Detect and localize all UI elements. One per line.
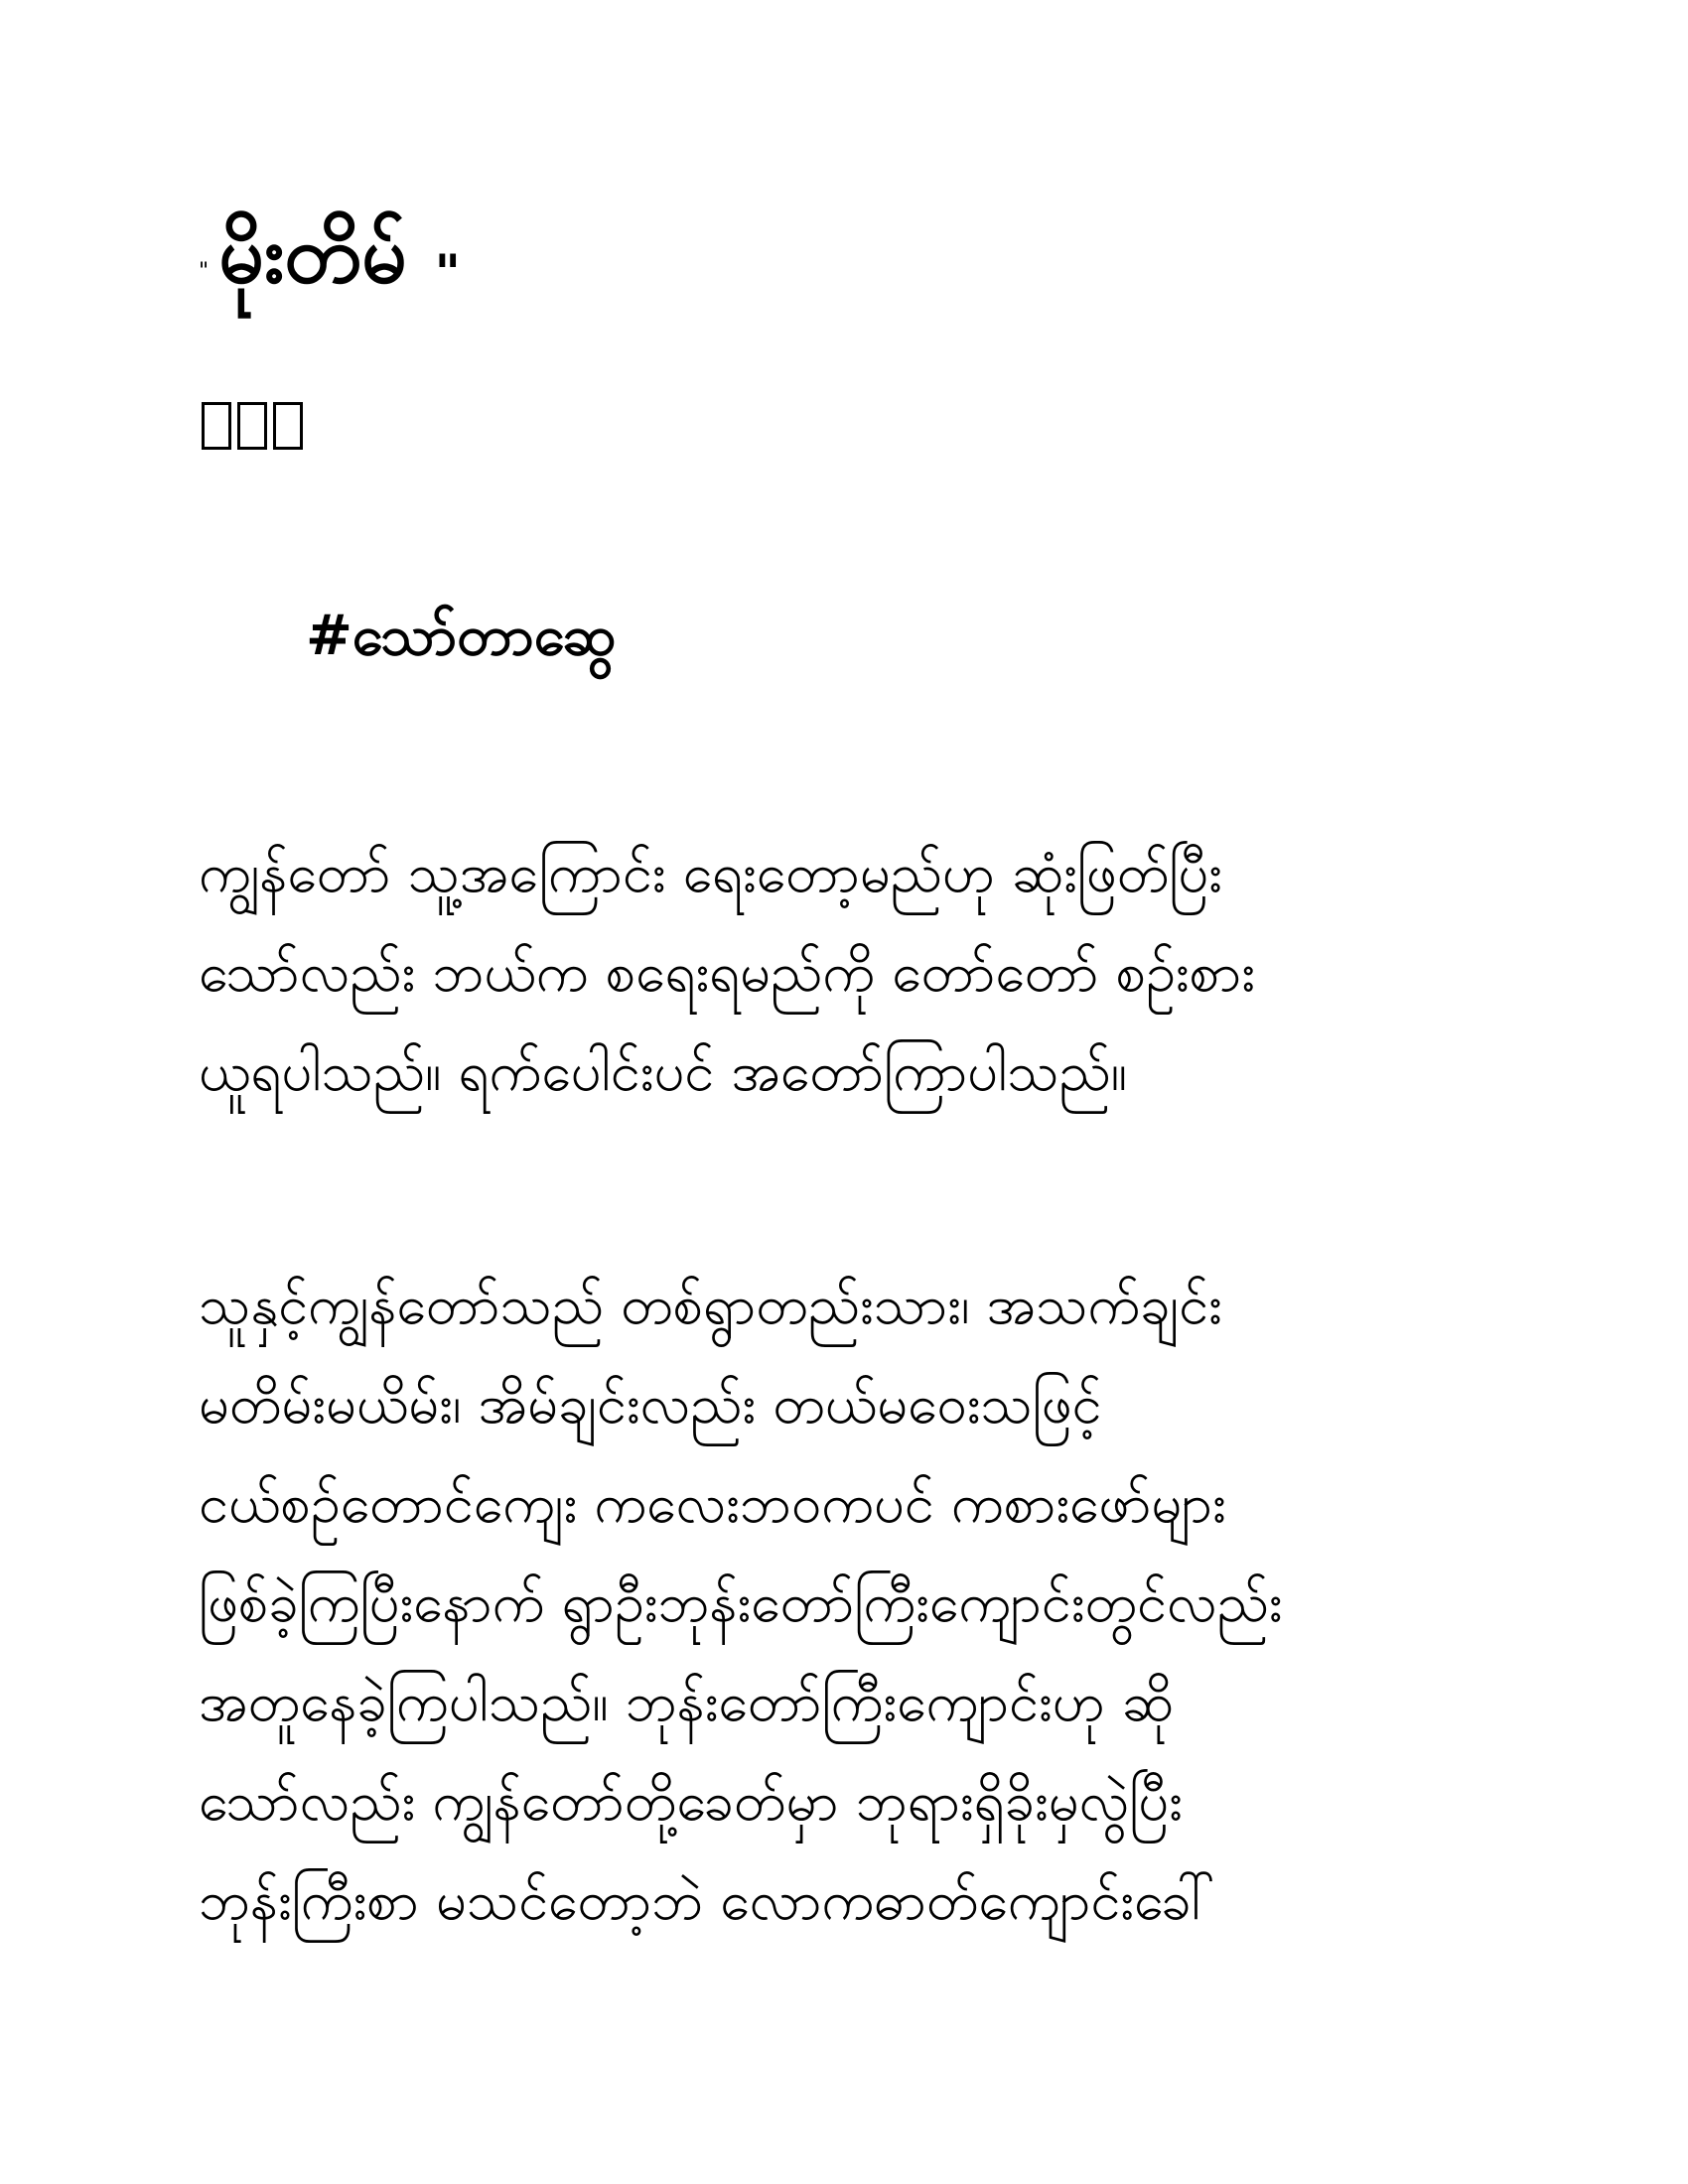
title-open-quote: ": [199, 259, 210, 284]
paragraph-line: ယူရပါသည်။ ရက်ပေါင်းပင် အတော်ကြာပါသည်။: [199, 1040, 1128, 1103]
title-row: [199, 204, 461, 342]
paragraph-line: ငယ်စဉ်တောင်ကျေး ကလေးဘဝကပင် ကစားဖော်များ: [199, 1472, 1226, 1535]
paragraph-line: သော်လည်း ကျွန်တော်တို့ခေတ်မှာ ဘုရားရှိခိုးမှလွဲပြီး: [199, 1770, 1183, 1833]
title-close-quote: ": [434, 244, 461, 302]
missing-glyph-box: [202, 402, 231, 450]
author-hashtag: #သော်တာဆွေ: [306, 604, 617, 668]
paragraph-line: သူနှင့်ကျွန်တော်သည် တစ်ရွာတည်းသား၊ အသက်ချင်း: [199, 1274, 1222, 1336]
paragraph-line: သော်လည်း ဘယ်က စရေးရမည်ကို တော်တော် စဉ်းစား: [199, 941, 1255, 1004]
paragraph-line: မတိမ်းမယိမ်း၊ အိမ်ချင်းလည်း တယ်မဝေးသဖြင့်: [199, 1373, 1102, 1435]
paragraph-2: [199, 1256, 1489, 1951]
missing-glyph-box: [273, 402, 303, 450]
paragraph-line: အတူနေခဲ့ကြပါသည်။ ဘုန်းတော်ကြီးကျောင်းဟု ဆို: [199, 1671, 1174, 1733]
missing-glyph-boxes: [202, 402, 303, 450]
paragraph-1: [199, 824, 1489, 1122]
paragraph-line: ဘုန်းကြီးစာ မသင်တော့ဘဲ လောကဓာတ်ကျောင်းခေါ်: [199, 1869, 1215, 1932]
paragraph-line: ကျွန်တော် သူ့အကြောင်း ရေးတော့မည်ဟု ဆုံးဖြတ်ပြီး: [199, 842, 1222, 904]
paragraph-line: ဖြစ်ခဲ့ကြပြီးနောက် ရွာဦးဘုန်းတော်ကြီးကျောင်းတွင်လည်း: [199, 1571, 1283, 1634]
page-title: မိုးတိမ်: [218, 208, 407, 301]
missing-glyph-box: [237, 402, 267, 450]
